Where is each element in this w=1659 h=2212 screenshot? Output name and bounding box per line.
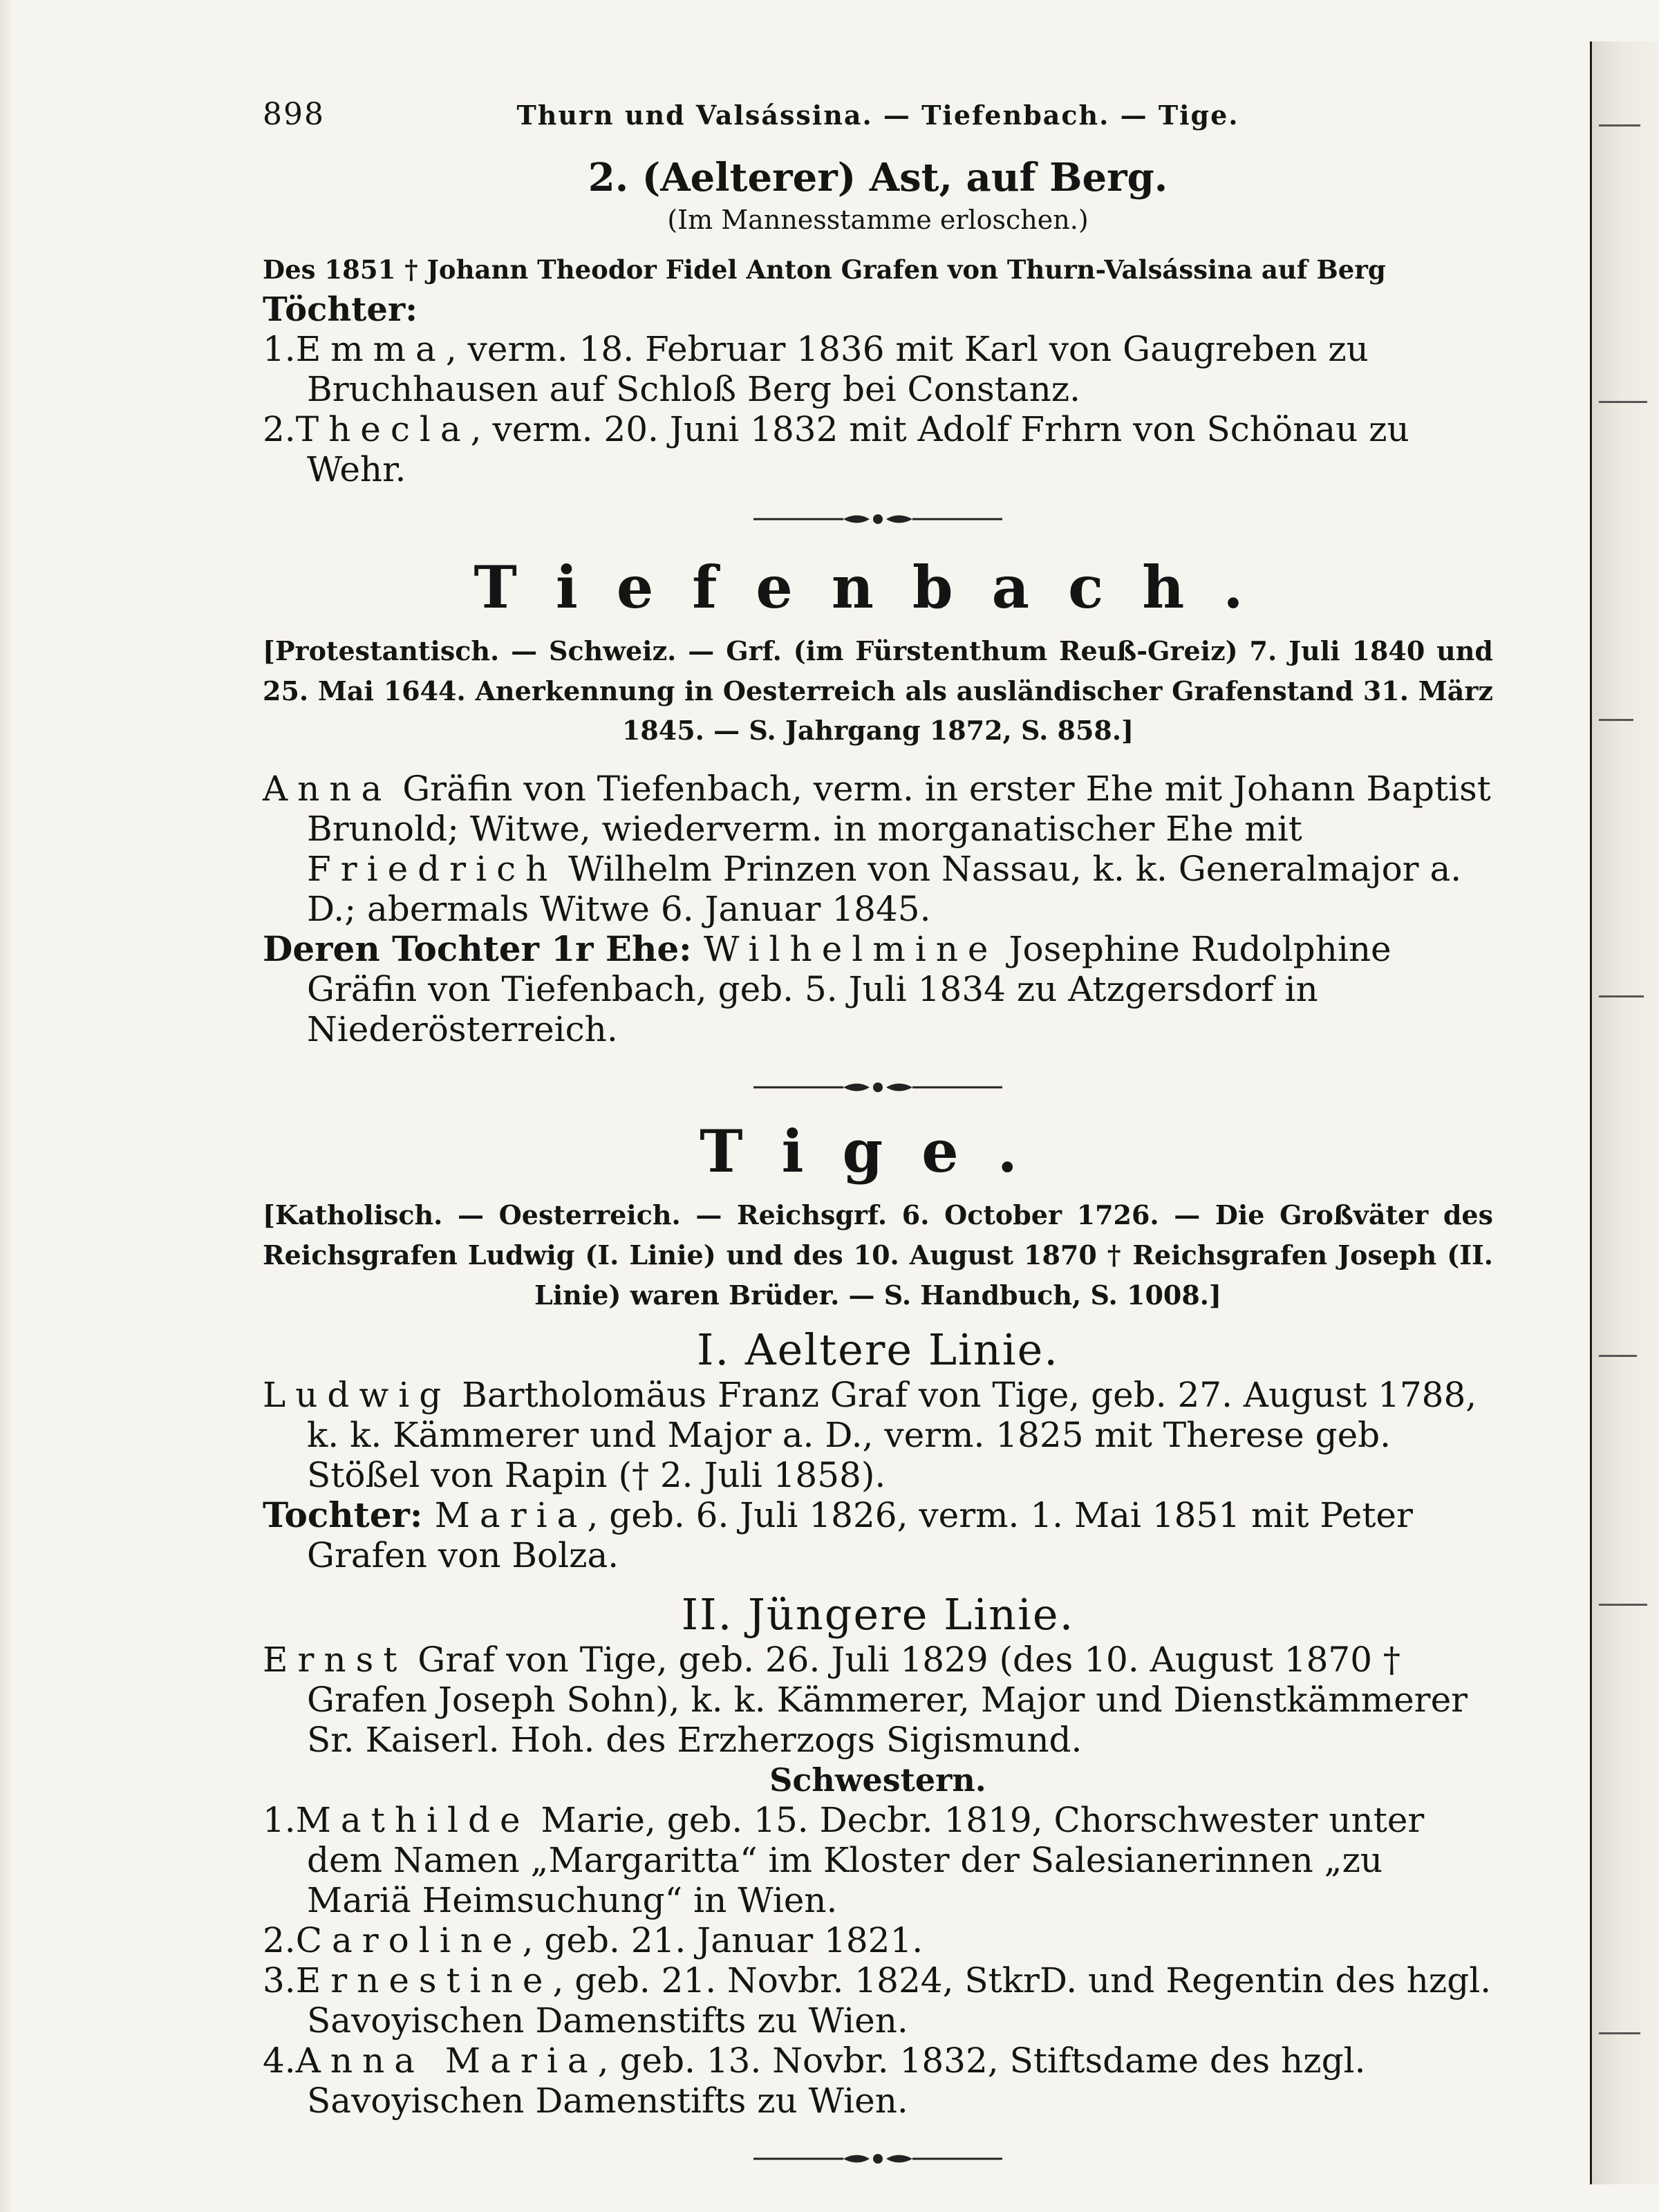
bleed-mark [1599,124,1640,126]
item-number: 1. [263,1800,296,1841]
running-header [263,90,1493,145]
branch-intro: Des 1851 † Johann Theodor Fidel Anton Grafen von Thurn-Valsássina auf Berg [263,254,1386,285]
entry-text: , geb. 6. Juli 1826, verm. 1. Mai 1851 mit Peter Grafen von Bolza. [307,1495,1413,1576]
person-name: Wilhelmine [704,929,998,970]
person-name: Maria [434,1495,588,1536]
daughters-label: Töchter: [263,290,418,329]
house-title-tiefenbach: Tiefenbach. [474,552,1282,621]
line-title: II. Jüngere Linie. [681,1589,1075,1640]
item-number: 2. [263,1920,296,1961]
person-name: Thecla [295,409,471,449]
item-text: , geb. 21. Januar 1821. [522,1920,924,1961]
branch-note: (Im Mannesstamme erloschen.) [667,205,1089,235]
item-text: , verm. 20. Juni 1832 mit Adolf Frhrn von Schönau zu Wehr. [307,409,1409,489]
section-divider [263,2141,1493,2176]
entry-text: Wilhelm Prinzen von Nassau, k. k. Generalmajor a. D.; abermals Witwe 6. Januar 1845. [307,849,1462,930]
list-item [263,329,1493,409]
entry-label: Deren Tochter 1r Ehe: [263,928,704,970]
person-name: Ernestine [295,1960,553,2001]
item-text: Marie, geb. 15. Decbr. 1819, Chorschwester unter dem Namen „Margaritta“ im Kloster der Salesianerinnen „zu Mariä Heimsuchung“ in Wien. [307,1800,1425,1921]
list-item [263,1800,1493,1920]
item-text: , verm. 18. Februar 1836 mit Karl von Gaugreben zu Bruchhausen auf Schloß Berg bei Constanz. [307,328,1369,409]
person-name: Emma [295,328,446,369]
bleed-mark [1599,1355,1637,1357]
person-entry [263,769,1493,929]
entry-text: Bartholomäus Franz Graf von Tige, geb. 27. August 1788, k. k. Kämmerer und Major a. D., verm. 1825 mit Therese geb. Stößel von Rapin († 2. Juli 1858). [307,1375,1477,1496]
person-name: Ludwig [263,1375,451,1416]
person-name: Caroline [295,1920,523,1961]
item-number: 4. [263,2041,296,2081]
section-divider [263,1070,1493,1105]
section-divider [263,502,1493,536]
item-text: , geb. 21. Novbr. 1824, StkrD. und Regentin des hzgl. Savoyischen Damenstifts zu Wien. [307,1960,1492,2041]
entry-text: Josephine Rudolphine Gräfin von Tiefenbach, geb. 5. Juli 1834 zu Atzgersdorf in Niederösterreich. [307,929,1391,1050]
list-item [263,1920,1493,1960]
person-entry [263,1640,1493,1760]
house-title-tige: Tige. [700,1117,1056,1186]
page-left-edge [0,0,12,2212]
item-number: 1. [263,328,296,369]
running-title: Thurn und Valsássina. — Tiefenbach. — Tige. [516,100,1239,131]
item-number: 2. [263,409,296,449]
daughter-entry [263,1495,1493,1575]
list-item [263,2041,1493,2121]
bleed-mark [1599,719,1633,721]
item-text: , geb. 13. Novbr. 1832, Stiftsdame des hzgl. Savoyischen Damenstifts zu Wien. [307,2041,1366,2121]
ornament-divider-icon [753,509,1002,529]
ornament-divider-icon [753,2148,1002,2169]
entry-text: Graf von Tige, geb. 26. Juli 1829 (des 10. August 1870 † Grafen Joseph Sohn), k. k. Kämmerer, Major und Dienstkämmerer Sr. Kaiserl. Hoh. des Erzherzogs Sigismund. [307,1640,1468,1761]
item-number: 3. [263,1960,296,2001]
text-column [263,90,1493,2188]
person-name: Mathilde [295,1800,530,1841]
entry-text: Gräfin von Tiefenbach, verm. in erster Ehe mit Johann Baptist Brunold; Witwe, wiederverm. in morganatischer Ehe mit [307,769,1491,850]
bleed-mark [1599,401,1647,403]
bleed-mark [1599,995,1644,997]
bleed-mark [1599,2032,1640,2034]
page-number: 898 [263,97,325,132]
daughter-entry [263,929,1493,1049]
person-name: Anna [263,769,392,809]
sisters-label: Schwestern. [769,1761,986,1799]
bleed-mark [1599,1604,1647,1606]
person-name: Anna Maria [295,2041,598,2081]
entry-label: Tochter: [263,1494,435,1536]
line-title: I. Aeltere Linie. [696,1324,1059,1376]
ornament-divider-icon [753,1077,1002,1098]
branch-title: 2. (Aelterer) Ast, auf Berg. [588,155,1168,200]
person-entry [263,1375,1493,1495]
spouse-name: Friedrich [307,849,558,890]
person-name: Ernst [263,1640,407,1680]
list-item [263,1960,1493,2041]
adjacent-page-edge [1590,41,1659,2184]
house-info-tiefenbach: [Protestantisch. — Schweiz. — Grf. (im Fürstenthum Reuß-Greiz) 7. Juli 1840 und 25. Mai 1644. Anerkennung in Oesterreich als ausländischer Grafenstand 31. März 1845. — S. Jahrgang 1872, S. 858.] [263,635,1493,747]
list-item [263,409,1493,489]
house-info-tige: [Katholisch. — Oesterreich. — Reichsgrf. 6. October 1726. — Die Großväter des Reichsgrafen Ludwig (I. Linie) und des 10. August 1870 † Reichsgrafen Joseph (II. Linie) waren Brüder. — S. Handbuch, S. 1008.] [263,1199,1493,1311]
